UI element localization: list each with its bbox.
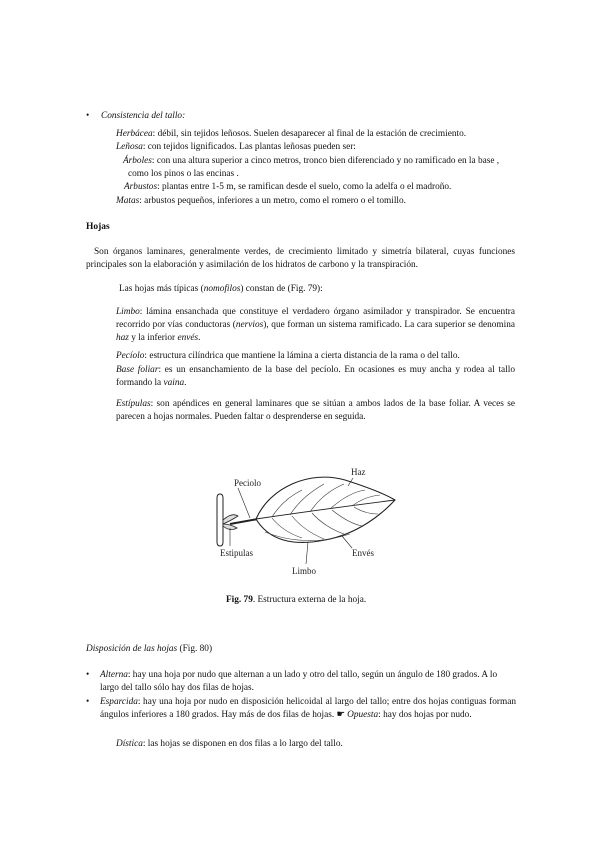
arboles-item: Árboles: con una altura superior a cinco metros, tronco bien diferenciado y no ramificado en la base , como los pinos o las encinas .: [122, 156, 500, 179]
hojas-tipicas: Las hojas más típicas (nomofilos) constan de (Fig. 79):: [119, 284, 323, 294]
label-enves: Envés: [352, 548, 374, 558]
figure-caption: Fig. 79. Estructura externa de la hoja.: [226, 595, 367, 605]
disposicion-title: Disposición de las hojas (Fig. 80): [86, 644, 213, 654]
label-peciolo: Peciolo: [234, 478, 261, 488]
alterna-item: Alterna: hay una hoja por nudo que alternan a un lado y otro del tallo, según un ángulo de 180 grados. A lo largo del tallo sólo hay dos filas de hojas.: [100, 670, 498, 693]
bullet: •: [86, 697, 90, 707]
label-limbo: Limbo: [292, 566, 316, 576]
peciolo-item: Pecíolo: estructura cilíndrica que mantiene la lámina a cierta distancia de la rama o del tallo.: [116, 351, 460, 361]
limbo-item: Limbo: lámina ensanchada que constituye el verdadero órgano asimilador y transpirador. Se encuentra recorrido por vías conductoras (nervios), que forman un sistema ramificado. La cara superior se denomina haz y la inferior envés.: [116, 307, 516, 343]
herbacea-item: Herbácea: débil, sin tejidos leñosos. Suelen desaparecer al final de la estación de crecimiento.: [116, 129, 467, 139]
consistencia-title: Consistencia del tallo:: [101, 111, 186, 121]
hojas-heading: Hojas: [86, 222, 110, 232]
bullet: •: [86, 111, 90, 121]
petiole-shape: [230, 519, 258, 524]
arbustos-item: Arbustos: plantas entre 1-5 m, se ramifican desde el suelo, como la adelfa o el madroño.: [124, 182, 452, 192]
stem-shape: [217, 494, 223, 546]
label-estipulas: Estipulas: [220, 548, 253, 558]
hojas-intro: Son órganos laminares, generalmente verdes, de crecimiento limitado y simetría bilateral, cuyas funciones principales son la elaboración y asimilación de los hidratos de carbono y la transpiración.: [86, 247, 515, 270]
lenosa-item: Leñosa: con tejidos lignificados. Las plantas leñosas pueden ser:: [116, 142, 356, 152]
esparcida-item: Esparcida: hay una hoja por nudo en disposición helicoidal al largo del tallo; entre dos hojas contiguas forman ángulos inferiores a 180 grados. Hay más de dos filas de hojas. ☛ Opuesta: hay dos hojas por nudo.: [100, 697, 516, 720]
base-foliar-item: Base foliar: es un ensanchamiento de la base del pecíolo. En ocasiones es muy ancha y rodea al tallo formando la vaina.: [116, 365, 515, 388]
bullet: •: [86, 670, 90, 680]
estipulas-item: Estípulas: son apéndices en general laminares que se sitúan a ambos lados de la base foliar. A veces se parecen a hojas normales. Pueden faltar o desprenderse en seguida.: [116, 399, 515, 422]
pointer-icon: ☛: [336, 710, 348, 720]
disticha-item: Dística: las hojas se disponen en dos filas a lo largo del tallo.: [116, 739, 343, 749]
label-haz: Haz: [351, 467, 366, 477]
matas-item: Matas: arbustos pequeños, inferiores a un metro, como el romero o el tomillo.: [116, 196, 406, 206]
leaf-figure: [210, 462, 410, 577]
